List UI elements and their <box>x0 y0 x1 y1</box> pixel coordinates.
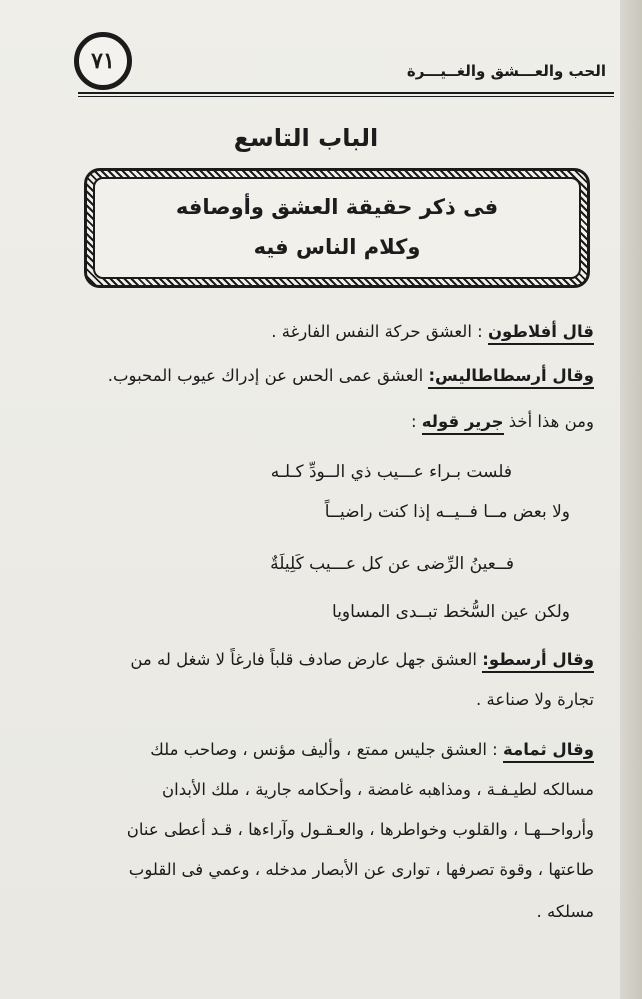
speaker-aristu: وقال أرسطو: <box>482 650 594 673</box>
text-thumama: : العشق جليس ممتع ، وأليف مؤنس ، وصاحب ملك <box>150 740 503 759</box>
header-rule <box>78 92 614 94</box>
text-thumama-line-3: وأرواحــهـا ، والقلوب وخواطرها ، والعـقـول وآراءها ، قـد أعطى عنان <box>126 820 594 839</box>
text-aristotalis: العشق عمى الحس عن إدراك عيوب المحبوب. <box>107 366 429 385</box>
text-jarir-before: ومن هذا أخذ <box>503 412 594 431</box>
chapter-subtitle-line-1: فى ذكر حقيقة العشق وأوصافه <box>175 195 499 220</box>
poem-line-2: ولا بعض مــا فــيــه إذا كنت راضيــاً <box>324 502 570 522</box>
speaker-aristotalis: وقال أرسطاطاليس: <box>428 366 594 389</box>
paragraph-plato <box>271 322 594 341</box>
text-thumama-line-5: مسلكه . <box>536 902 594 921</box>
poem-line-3: فــعينُ الرِّضى عن كل عـــيب كَلِيلَةٌ <box>270 554 514 574</box>
running-header-title: الحب والعـــشق والغــيـــرة <box>406 62 606 80</box>
text-thumama-line-4: طاعتها ، وقوة تصرفها ، توارى عن الأبصار مدخله ، وعمي فى القلوب <box>128 860 594 879</box>
speaker-jarir: جرير قوله <box>422 412 504 435</box>
poem-line-4: ولكن عين السُّخط تبــدى المساويا <box>332 602 570 622</box>
paragraph-aristotle-2 <box>130 650 594 669</box>
poem-line-1: فلست بـراء عـــيب ذي الــودِّ كـلـه <box>270 462 512 482</box>
paragraph-aristotle-1 <box>108 366 594 385</box>
chapter-subtitle-line-2: وكلام الناس فيه <box>253 235 421 259</box>
paragraph-thumama <box>150 740 594 759</box>
text-thumama-line-2: مسالكه لطيـفـة ، ومذاهبه غامضة ، وأحكامه جارية ، ملك الأبدان <box>162 780 594 799</box>
speaker-plato: قال أفلاطون <box>488 322 594 345</box>
text-jarir-after: : <box>410 412 422 431</box>
text-aristu: العشق جهل عارض صادف قلباً فارغاً لا شغل له من <box>130 650 483 669</box>
chapter-title: الباب التاسع <box>233 124 379 152</box>
chapter-subtitle-box <box>93 177 581 279</box>
page-number: ٧١ <box>91 48 115 74</box>
paragraph-jarir-intro <box>411 412 594 431</box>
page-binding-edge <box>620 0 642 999</box>
page-number-badge <box>74 32 132 90</box>
text-aristu-line-2: تجارة ولا صناعة . <box>476 690 594 709</box>
text-plato: : العشق حركة النفس الفارغة . <box>271 322 488 341</box>
chapter-subtitle-frame <box>84 168 590 288</box>
header-rule-thin <box>78 96 614 97</box>
speaker-thumama: وقال ثمامة <box>503 740 594 763</box>
